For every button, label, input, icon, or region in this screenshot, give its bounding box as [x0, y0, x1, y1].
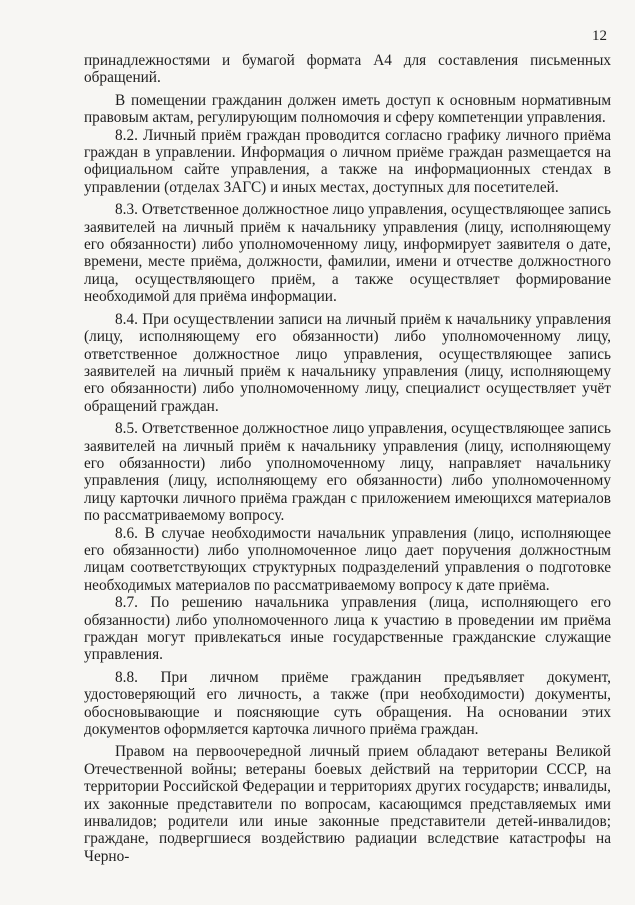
paragraph-continuation: принадлежностями и бумагой формата А4 для составления письменных обращений. [84, 52, 611, 87]
paragraph-priority-reception: Правом на первоочередной личный прием обладают ветераны Великой Отечественной войны; ветераны боевых действий на территории СССР, на территории Российской Федерации и территориях других государств; инвалиды, их законные представители по вопросам, касающимся представляемых ими инвалидов; родители или иные законные представители детей-инвалидов; граждане, подвергшиеся воздействию радиации вследствие катастрофы на Черно- [84, 743, 611, 865]
paragraph-8-3: 8.3. Ответственное должностное лицо управления, осуществляющее запись заявителей на личный приём к начальнику управления (лицу, исполняющему его обязанности) либо уполномоченному лицу, информирует заявителя о дате, времени, месте приёма, должности, фамилии, имени и отчестве должностного лица, осуществляющего приём, а также осуществляет формирование необходимой для приёма информации. [84, 201, 611, 306]
paragraph-8-7: 8.7. По решению начальника управления (лица, исполняющего его обязанности) либо уполномоченного лица к участию в проведении им приёма граждан могут привлекаться иные государственные гражданские служащие управления. [84, 594, 611, 664]
paragraph-premises-access: В помещении гражданин должен иметь доступ к основным нормативным правовым актам, регулирующим полномочия и сферу компетенции управления. [84, 91, 611, 127]
paragraph-8-5: 8.5. Ответственное должностное лицо управления, осуществляющее запись заявителей на личный приём к начальнику управления (лицу, исполняющему его обязанности) либо уполномоченному лицу, направляет начальнику управления (лицу, исполняющему его обязанности) либо уполномоченному лицу карточки личного приёма граждан с приложением имеющихся материалов по рассматриваемому вопросу. [84, 420, 611, 525]
paragraph-8-2: 8.2. Личный приём граждан проводится согласно графику личного приёма граждан в управлении. Информация о личном приёме граждан размещается на официальном сайте управления, а также на информационных стендах в управлении (отделах ЗАГС) и иных местах, доступных для посетителей. [84, 126, 611, 196]
paragraph-8-8: 8.8. При личном приёме гражданин предъявляет документ, удостоверяющий его личность, а также (при необходимости) документы, обосновывающие и поясняющие суть обращения. На основании этих документов оформляется карточка личного приёма граждан. [84, 668, 611, 739]
document-body [84, 52, 611, 865]
page-number: 12 [592, 28, 607, 44]
paragraph-8-4: 8.4. При осуществлении записи на личный приём к начальнику управления (лицу, исполняющему его обязанности) либо уполномоченному лицу, ответственное должностное лицо управления, осуществляющее запись заявителей на личный приём к начальнику управления (лицу, исполняющему его обязанности) либо уполномоченному лицу, специалист осуществляет учёт обращений граждан. [84, 310, 611, 415]
paragraph-8-6: 8.6. В случае необходимости начальник управления (лицо, исполняющее его обязанности) либо уполномоченное лицо дает поручения должностным лицам соответствующих структурных подразделений управления о подготовке необходимых материалов по рассматриваемому вопросу к дате приёма. [84, 524, 611, 594]
